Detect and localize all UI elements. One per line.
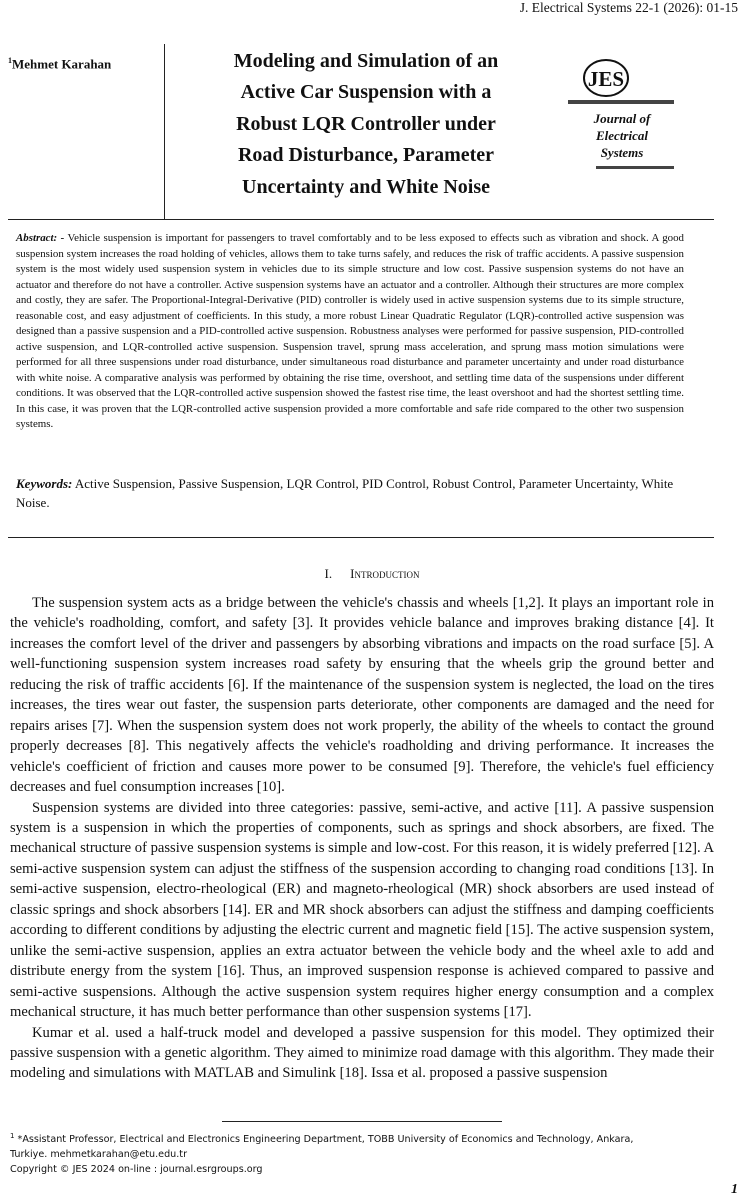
footnote-mark: 1 xyxy=(10,1132,15,1140)
logo-bottom-rule xyxy=(596,166,674,169)
copyright-line: Copyright © JES 2024 on-line : journal.esrgroups.org xyxy=(10,1164,263,1176)
keywords-text: Active Suspension, Passive Suspension, LQR Control, PID Control, Robust Control, Parameter Uncertainty, White Noise. xyxy=(16,476,674,510)
footnote-email: Turkiye. mehmetkarahan@etu.edu.tr xyxy=(10,1149,188,1161)
section-title: Introduction xyxy=(350,566,420,581)
body-paragraph: The suspension system acts as a bridge between the vehicle's chassis and wheels [1,2]. It plays an important role in the vehicle's roadholding, comfort, and safety [3]. It provides vehicle balance and improves braking distance [4]. It increases the comfort level of the driver and passengers by absorbing vibrations and impacts on the road surface [5]. A well-functioning suspension system increases road safety by ensuring that the wheels grip the ground better and reducing the risk of traffic accidents [6]. If the maintenance of the suspension system is neglected, the load on the tires increases, the tires wear out faster, the suspension parts deteriorate, other components are damaged and the need for repairs arises [7]. When the suspension system does not work properly, the ability of the wheels to contact the ground properly decreases [8]. This negatively affects the vehicle's roadholding and driving performance. It increases the vehicle's coefficient of friction and causes more power to be consumed [9]. Therefore, the vehicle's fuel efficiency decreases and fuel consumption increases [10]. xyxy=(10,595,714,796)
logo-bar xyxy=(568,100,674,104)
title-line: Robust LQR Controller under xyxy=(236,112,496,135)
logo-abbr: JES xyxy=(587,67,625,91)
section-heading xyxy=(0,566,744,582)
abstract-label: Abstract: - xyxy=(16,232,65,244)
body-paragraph: Suspension systems are divided into three categories: passive, semi-active, and active [11]. A passive suspension system is a suspension in which the properties of components, such as springs and shock absorbers, are fixed. The mechanical structure of passive suspension systems is simple and low-cost. For this reason, it is widely preferred [12]. A semi-active suspension system can adjust the stiffness of the suspension according to changing road conditions [13]. In semi-active suspension, electro-rheological (ER) and magneto-rheological (MR) shock absorbers are used instead of classic springs and shock absorbers [14]. ER and MR shock absorbers can adjust the stiffness and damping coefficients according to different conditions by adjusting the electric current and magnetic field [15]. The active suspension system, unlike the semi-active suspension, applies an extra actuator between the vehicle body and the wheel axle to add and distribute energy from the system [16]. Thus, an improved suspension response is achieved compared to passive and semi-active suspensions. Although the active suspension system requires higher energy consumption and a complex mechanical structure, it has much better performance than other suspension systems [17]. xyxy=(10,799,715,1021)
keywords xyxy=(16,474,684,512)
title-line: Modeling and Simulation of an xyxy=(233,50,499,72)
title-line: Uncertainty and White Noise xyxy=(242,175,490,198)
footnote-rule xyxy=(222,1121,502,1122)
page-number: 1 xyxy=(731,1182,738,1197)
footnote-affiliation: *Assistant Professor, Electrical and Electronics Engineering Department, TOBB University of Economics and Technology, Ankara, xyxy=(17,1134,634,1146)
header-rule xyxy=(8,219,714,220)
keywords-label: Keywords: xyxy=(16,476,73,491)
logo-line-3: Systems xyxy=(600,145,644,160)
abstract xyxy=(16,231,684,433)
logo-line-1: Journal of xyxy=(593,111,651,126)
footnote xyxy=(10,1129,710,1177)
paper-title xyxy=(166,46,566,203)
abstract-rule xyxy=(8,537,714,538)
body-text xyxy=(10,593,714,1084)
title-line: Road Disturbance, Parameter xyxy=(237,144,495,167)
author-label: Mehmet Karahan xyxy=(12,56,112,72)
body-paragraph: Kumar et al. used a half-truck model and developed a passive suspension for this model. They optimized their passive suspension with a genetic algorithm. They aimed to minimize road damage with this algorithm. They made their modeling and simulations with MATLAB and Simulink [18]. Issa et al. proposed a passive suspension xyxy=(10,1024,714,1082)
journal-logo xyxy=(568,56,674,174)
author-name xyxy=(8,56,111,72)
section-number: I. xyxy=(324,566,333,581)
logo-line-2: Electrical xyxy=(596,128,648,143)
title-line: Active Car Suspension with a xyxy=(240,81,492,104)
running-head: J. Electrical Systems 22-1 (2026): 01-15 xyxy=(519,0,738,15)
author-affiliation-mark: 1 xyxy=(8,56,12,65)
header-divider xyxy=(164,44,165,220)
footnote-line xyxy=(10,1129,710,1147)
abstract-text: Vehicle suspension is important for passengers to travel comfortably and to be less exposed to effects such as vibration and shock. A good suspension system increases the road holding of vehicles, allows them to take turns safely, and reduces the risk of traffic accidents. A passive suspension system is the most widely used suspension system in vehicles due to its simple structure and low cost. Passive suspension systems do not have an actuator and therefore do not have a controller. Active suspension systems have an actuator and a controller. Although their structures are more complex and costly, they are safer. The Proportional-Integral-Derivative (PID) controller is widely used in active suspension systems due to its simple structure, reasonable cost, and easy adjustment of coefficients. In this study, a more robust Linear Quadratic Regulator (LQR)-controlled active suspension was designed than a passive suspension and a PID-controlled active suspension. Robustness analyses were performed for passive suspension, PID-controlled active suspension, and LQR-controlled active suspension. Suspension travel, sprung mass acceleration, and sprung mass motion simulations were performed for all three suspensions under road disturbance, under simultaneous road disturbance and parameter uncertainty and under road disturbance with white noise. A comparative analysis was performed by obtaining the rise time, overshoot, and settling time data of the suspensions under different conditions. It was observed that the LQR-controlled active suspension showed the fastest rise time, the least overshoot and had the shortest settling time. In this case, it was proven that the LQR-controlled active suspension provided a more comfortable and safe ride compared to the other two suspension systems. xyxy=(16,232,684,430)
